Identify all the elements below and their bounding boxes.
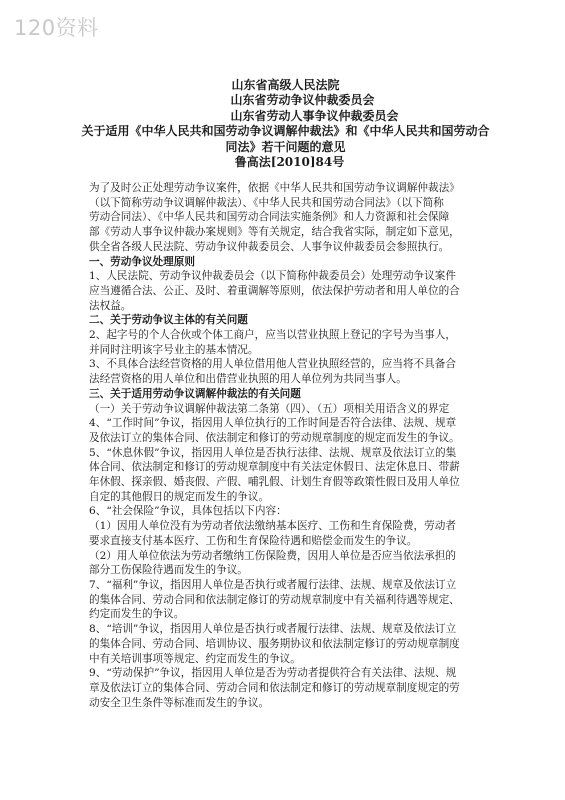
body-line: （以下简称劳动争议调解仲裁法）、《中华人民共和国劳动合同法》（以下简称 — [89, 196, 444, 209]
body-line: 年休假、探亲假、婚丧假、产假、哺乳假、计划生育假等政策性假日及用人单位 — [89, 476, 460, 489]
document-title-line-2: 同法》若干问题的意见 — [225, 139, 346, 154]
body-line: 中有关培训事项等规定、约定而发生的争议。 — [89, 652, 301, 665]
body-line: 为了及时公正处理劳动争议案件，依据《中华人民共和国劳动争议调解仲裁法》 — [89, 182, 460, 194]
issuer-line-labor-committee: 山东省劳动争议仲裁委员会 — [230, 93, 375, 108]
body-line: 的集体合同、劳动合同、培训协议、服务期协议和依法制定修订的劳动规章制度 — [89, 637, 460, 650]
body-line: 劳动合同法）、《中华人民共和国劳动合同法实施条例》和人力资源和社会保障 — [89, 211, 450, 224]
body-line: 供全省各级人民法院、劳动争议仲裁委员会、人事争议仲裁委员会参照执行。 — [89, 240, 450, 253]
body-line: 要求直接支付基本医疗、工伤和生育保险待遇和赔偿金而发生的争议。 — [89, 534, 418, 547]
body-line: 法经营资格的用人单位和出借营业执照的用人单位列为共同当事人。 — [89, 373, 407, 386]
body-line: 法权益。 — [89, 299, 132, 312]
document-body — [89, 181, 503, 710]
body-line: 的集体合同、劳动合同和依法制定修订的劳动规章制度中有关福利待遇等规定、 — [89, 593, 460, 606]
document-number: 鲁高法[2010]84号 — [234, 155, 345, 170]
body-line: 8、“培训”争议，指因用人单位是否执行或者履行法律、法规、规章及依法订立 — [89, 623, 457, 636]
body-line: 并同时注明该字号业主的基本情况。 — [89, 343, 259, 356]
section-heading-subjects: 二、关于劳动争议主体的有关问题 — [89, 314, 248, 327]
body-line: 约定而发生的争议。 — [89, 608, 185, 621]
section-heading-principles: 一、劳动争议处理原则 — [89, 255, 195, 268]
body-line: 7、“福利”争议，指因用人单位是否执行或者履行法律、法规、规章及依法订立 — [89, 578, 457, 591]
body-line: （一）关于劳动争议调解仲裁法第二条第（四）、（五）项相关用语含义的界定 — [89, 402, 450, 415]
body-line: 9、“劳动保护”争议，指因用人单位是否为劳动者提供符合有关法律、法规、规 — [89, 667, 457, 680]
body-line: 2、起字号的个人合伙或个体工商户，应当以营业执照上登记的字号为当事人， — [89, 329, 456, 342]
document-title-line-1: 关于适用《中华人民共和国劳动争议调解仲裁法》和《中华人民共和国劳动合 — [81, 124, 490, 139]
body-line: 应当遵循合法、公正、及时、着重调解等原则，依法保护劳动者和用人单位的合 — [89, 284, 460, 297]
body-line: 及依法订立的集体合同、依法制定和修订的劳动规章制度的规定而发生的争议。 — [89, 431, 460, 444]
body-line: 5、“休息休假”争议，指因用人单位是否执行法律、法规、规章及依法订立的集 — [89, 446, 457, 459]
body-line: 章及依法订立的集体合同、劳动合同和依法制定和修订的劳动规章制度规定的劳 — [89, 681, 460, 694]
body-line: 部分工伤保险待遇而发生的争议。 — [89, 564, 248, 577]
section-heading-arbitration-law: 三、关于适用劳动争议调解仲裁法的有关问题 — [89, 387, 301, 400]
watermark: 120资料 — [14, 16, 99, 40]
body-line: （2）用人单位依法为劳动者缴纳工伤保险费，因用人单位是否应当依法承担的 — [89, 549, 456, 562]
body-line: （1）因用人单位没有为劳动者依法缴纳基本医疗、工伤和生育保险费，劳动者 — [89, 520, 456, 533]
body-line: 1、人民法院、劳动争议仲裁委员会（以下简称仲裁委员会）处理劳动争议案件 — [89, 270, 456, 283]
body-line: 3、不具体合法经营资格的用人单位借用他人营业执照经营的，应当将不具备合 — [89, 358, 456, 371]
body-line: 4、“工作时间”争议，指因用人单位执行的工作时间是否符合法律、法规、规章 — [89, 417, 457, 430]
body-line: 动安全卫生条件等标准而发生的争议。 — [89, 696, 270, 709]
issuer-line-personnel-committee: 山东省劳动人事争议仲裁委员会 — [230, 108, 399, 123]
body-line: 自定的其他假日的规定而发生的争议。 — [89, 490, 270, 503]
body-line: 体合同、依法制定和修订的劳动规章制度中有关法定休假日、法定休息日、带薪 — [89, 461, 460, 474]
issuer-line-court: 山东省高级人民法院 — [231, 78, 340, 92]
document-header — [0, 78, 565, 170]
body-line: 6、“社会保险”争议，具体包括以下内容： — [89, 505, 287, 518]
body-line: 部《劳动人事争议仲裁办案规则》等有关规定，结合我省实际，制定如下意见， — [89, 226, 460, 239]
